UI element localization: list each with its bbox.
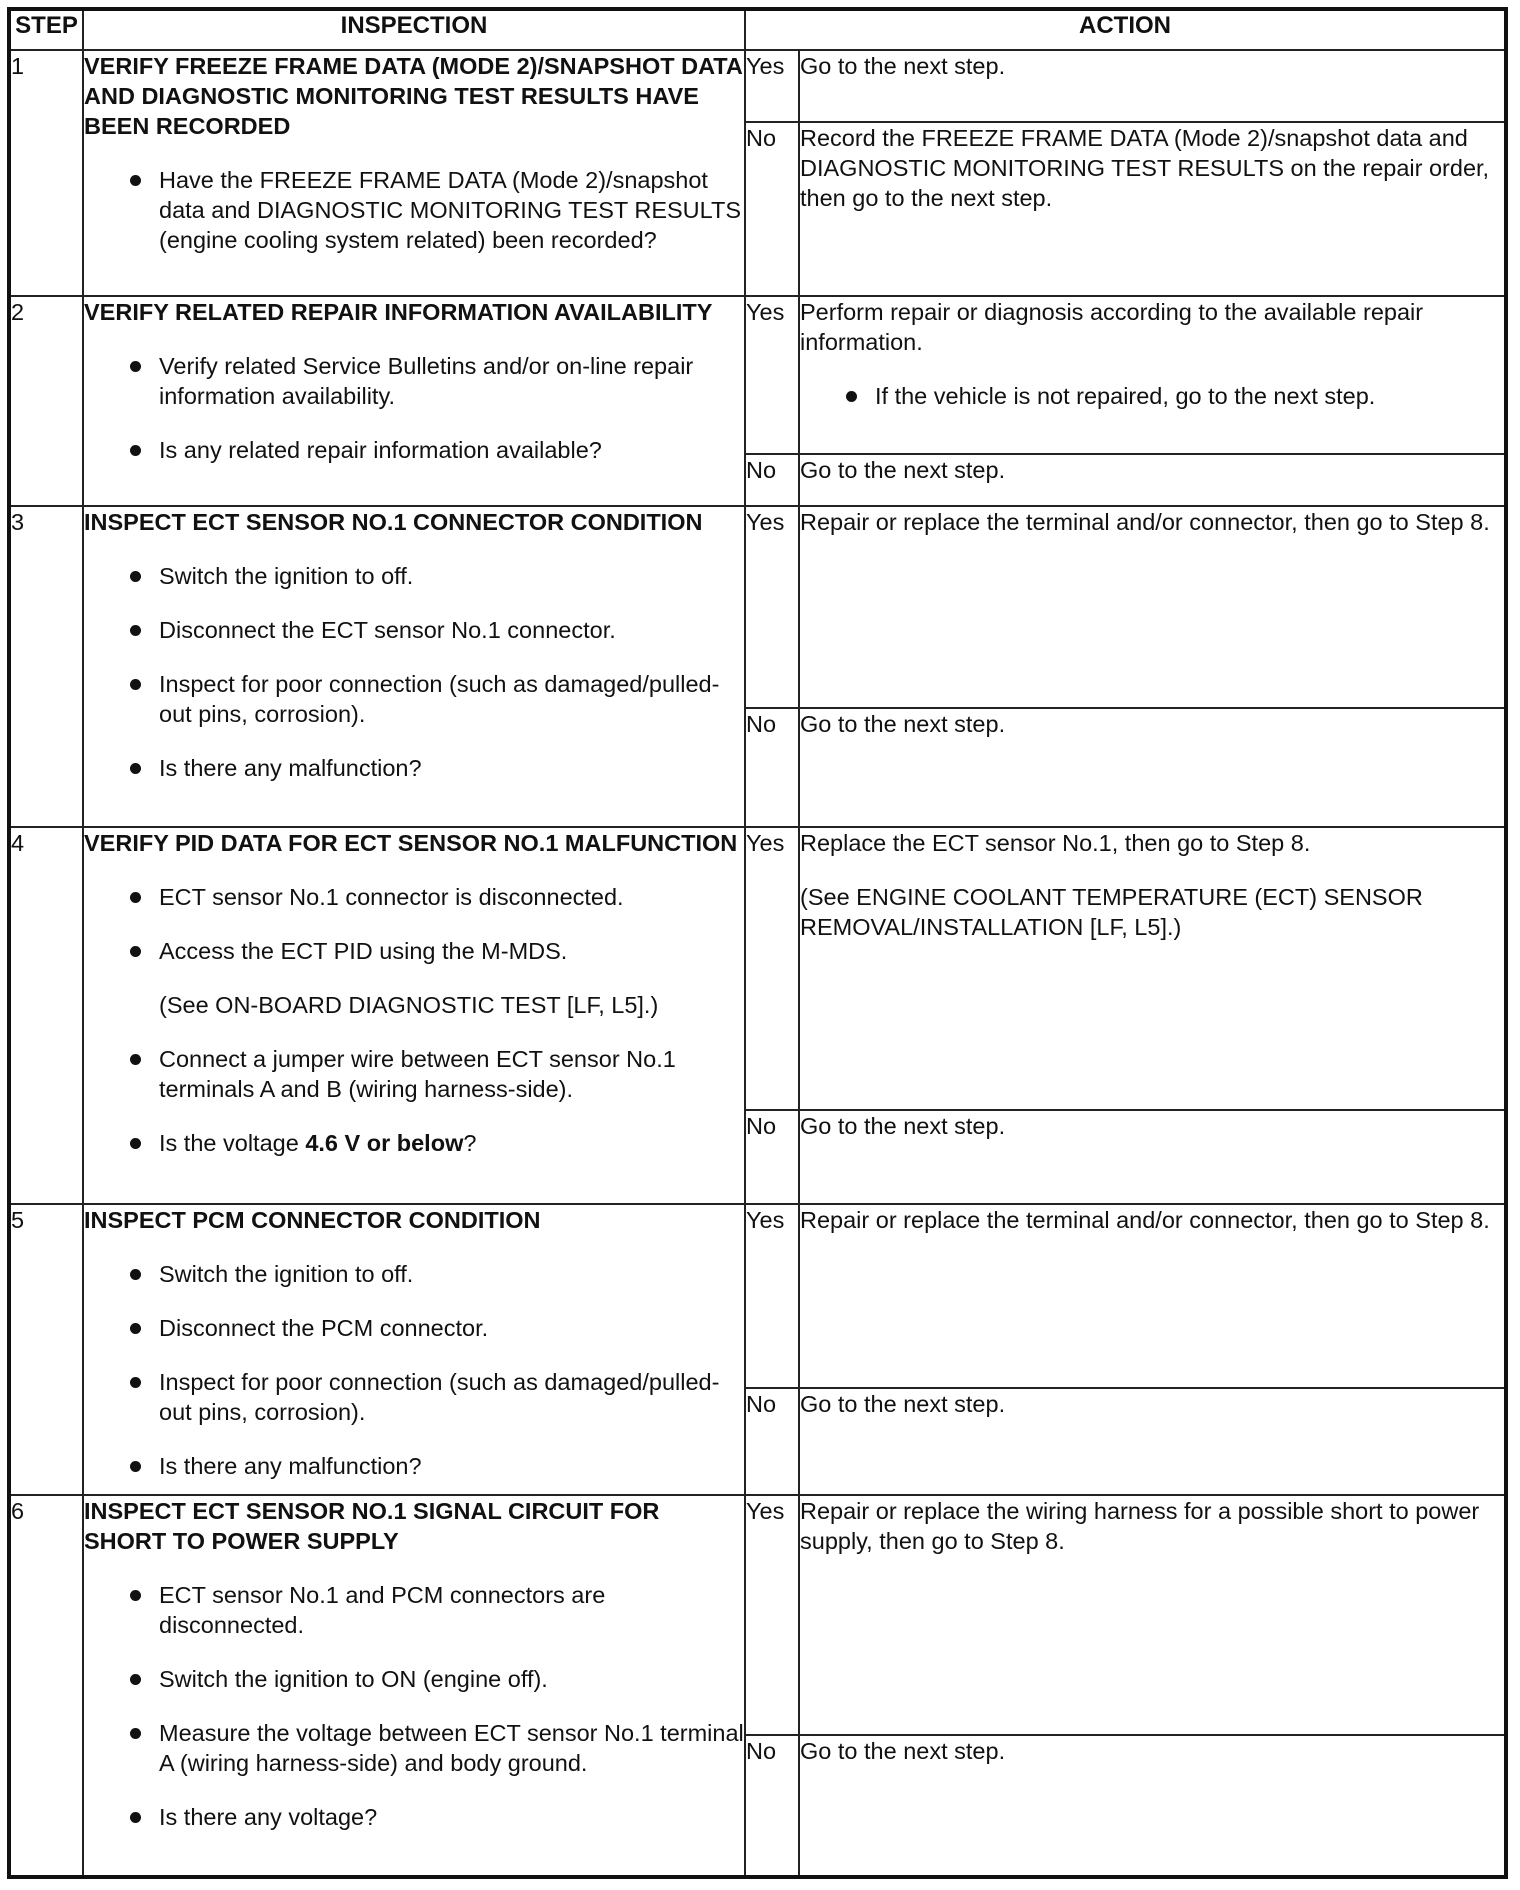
step-title: INSPECT ECT SENSOR NO.1 SIGNAL CIRCUIT FOR SHORT TO POWER SUPPLY [84, 1497, 660, 1554]
no-label: No [745, 454, 799, 506]
inspection-bullet: Disconnect the ECT sensor No.1 connector. [84, 615, 744, 645]
step-number: 3 [9, 506, 83, 827]
action-text: Go to the next step. [800, 1112, 1006, 1139]
inspection-bullet: Is there any malfunction? [84, 1451, 744, 1481]
inspection-question [84, 1128, 744, 1158]
action-column-header: ACTION [745, 9, 1506, 50]
inspection-bullet: Is there any voltage? [84, 1802, 744, 1832]
inspection-bullet: ECT sensor No.1 and PCM connectors are disconnected. [84, 1580, 744, 1640]
inspection-bullet: Inspect for poor connection (such as damaged/pulled-out pins, corrosion). [84, 669, 744, 729]
inspection-column-header: INSPECTION [83, 9, 745, 50]
step-number: 4 [9, 827, 83, 1203]
step-number: 6 [9, 1495, 83, 1877]
step-5-inspection [83, 1204, 745, 1495]
question-text: Is the voltage [159, 1130, 306, 1157]
no-action [799, 708, 1506, 827]
action-text: Go to the next step. [800, 53, 1006, 80]
yes-action [799, 296, 1506, 454]
action-text: Repair or replace the wiring harness for a possible short to power supply, then go to Step 8. [800, 1497, 1480, 1554]
action-text: Go to the next step. [800, 457, 1006, 484]
step-5-yes-row [9, 1204, 1506, 1388]
action-text: Perform repair or diagnosis according to the available repair information. [800, 299, 1424, 356]
inspection-bullet: Switch the ignition to ON (engine off). [84, 1664, 744, 1694]
action-text: Go to the next step. [800, 1737, 1006, 1764]
yes-action [799, 1204, 1506, 1388]
step-1-yes-row [9, 50, 1506, 122]
step-4-yes-row [9, 827, 1506, 1109]
question-end: ? [463, 1130, 477, 1157]
step-title: INSPECT PCM CONNECTOR CONDITION [84, 1206, 541, 1233]
action-bullet: If the vehicle is not repaired, go to the next step. [800, 381, 1504, 411]
no-action [799, 1735, 1506, 1877]
action-text: Record the FREEZE FRAME DATA (Mode 2)/snapshot data and DIAGNOSTIC MONITORING TEST RESULTS on the repair order, then go to the next step. [800, 125, 1490, 212]
no-label: No [745, 122, 799, 296]
inspection-bullet: Disconnect the PCM connector. [84, 1313, 744, 1343]
yes-label: Yes [745, 1204, 799, 1388]
header-row [9, 9, 1506, 50]
step-1-inspection [83, 50, 745, 296]
yes-label: Yes [745, 506, 799, 708]
inspection-bullet: Measure the voltage between ECT sensor No.1 terminal A (wiring harness-side) and body ground. [84, 1718, 744, 1778]
step-column-header: STEP [9, 9, 83, 50]
diagnostic-procedure-sheet [7, 7, 1508, 1879]
question-threshold: 4.6 V or below [305, 1130, 464, 1157]
step-6-inspection [83, 1495, 745, 1877]
action-text: Repair or replace the terminal and/or connector, then go to Step 8. [800, 509, 1490, 536]
diagnostic-table [7, 7, 1508, 1879]
step-title: VERIFY PID DATA FOR ECT SENSOR NO.1 MALFUNCTION [84, 830, 738, 857]
yes-label: Yes [745, 1495, 799, 1735]
yes-label: Yes [745, 50, 799, 122]
step-3-inspection [83, 506, 745, 827]
step-title: VERIFY RELATED REPAIR INFORMATION AVAILABILITY [84, 299, 713, 326]
no-action [799, 454, 1506, 506]
step-6-yes-row [9, 1495, 1506, 1735]
yes-action [799, 506, 1506, 708]
inspection-bullet: Verify related Service Bulletins and/or on-line repair information availability. [84, 351, 744, 411]
yes-action [799, 1495, 1506, 1735]
no-label: No [745, 1735, 799, 1877]
step-title: VERIFY FREEZE FRAME DATA (MODE 2)/SNAPSHOT DATA AND DIAGNOSTIC MONITORING TEST RESULTS HAVE BEEN RECORDED [84, 53, 743, 140]
yes-label: Yes [745, 296, 799, 454]
step-title: INSPECT ECT SENSOR NO.1 CONNECTOR CONDITION [84, 509, 703, 536]
inspection-bullet: Switch the ignition to off. [84, 1259, 744, 1289]
action-text: Replace the ECT sensor No.1, then go to Step 8. [800, 830, 1311, 857]
inspection-bullet: Is there any malfunction? [84, 753, 744, 783]
step-number: 2 [9, 296, 83, 506]
inspection-bullet: ECT sensor No.1 connector is disconnected. [84, 882, 744, 912]
yes-action [799, 827, 1506, 1109]
step-3-yes-row [9, 506, 1506, 708]
step-2-yes-row [9, 296, 1506, 454]
inspection-bullet: Access the ECT PID using the M-MDS. [84, 936, 744, 966]
step-4-inspection [83, 827, 745, 1203]
no-action [799, 1388, 1506, 1495]
inspection-bullet: Is any related repair information available? [84, 435, 744, 465]
inspection-bullet: Switch the ignition to off. [84, 561, 744, 591]
inspection-bullet: Inspect for poor connection (such as damaged/pulled-out pins, corrosion). [84, 1367, 744, 1427]
no-label: No [745, 708, 799, 827]
action-reference: (See ENGINE COOLANT TEMPERATURE (ECT) SENSOR REMOVAL/INSTALLATION [LF, L5].) [800, 884, 1423, 941]
step-2-inspection [83, 296, 745, 506]
no-action [799, 122, 1506, 296]
yes-action [799, 50, 1506, 122]
no-label: No [745, 1110, 799, 1204]
inspection-bullet: Have the FREEZE FRAME DATA (Mode 2)/snapshot data and DIAGNOSTIC MONITORING TEST RESULTS (engine cooling system related) been recorded? [84, 165, 744, 255]
step-number: 1 [9, 50, 83, 296]
inspection-bullet: Connect a jumper wire between ECT sensor No.1 terminals A and B (wiring harness-side). [84, 1044, 744, 1104]
yes-label: Yes [745, 827, 799, 1109]
action-text: Go to the next step. [800, 1390, 1006, 1417]
action-text: Repair or replace the terminal and/or connector, then go to Step 8. [800, 1206, 1490, 1233]
no-action [799, 1110, 1506, 1204]
no-label: No [745, 1388, 799, 1495]
step-number: 5 [9, 1204, 83, 1495]
reference-note: (See ON-BOARD DIAGNOSTIC TEST [LF, L5].) [159, 992, 659, 1019]
action-text: Go to the next step. [800, 711, 1006, 738]
